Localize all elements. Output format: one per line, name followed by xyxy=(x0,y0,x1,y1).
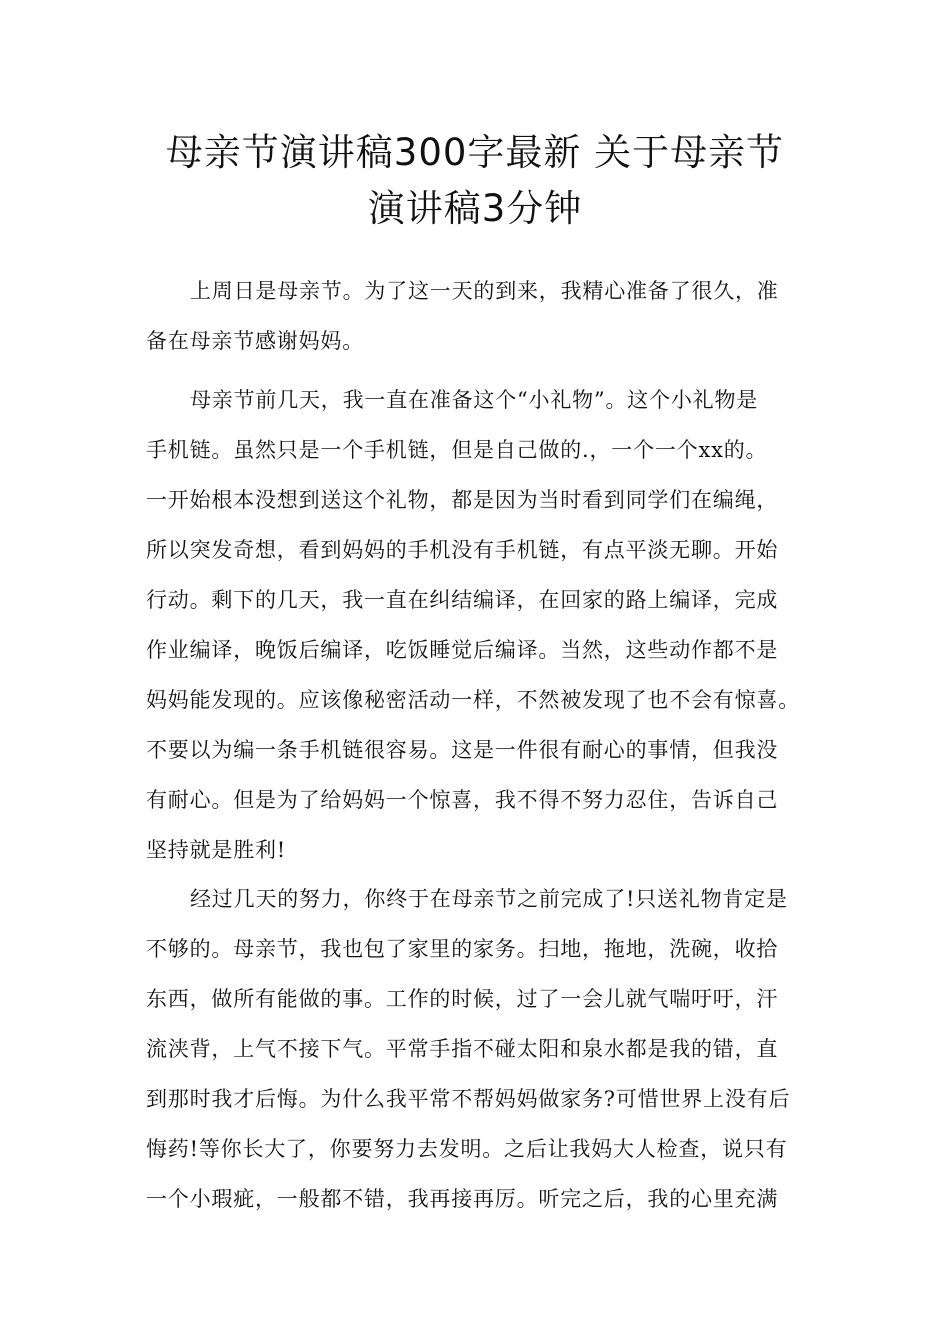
paragraph-1-line-1: 上周日是母亲节。为了这一天的到来，我精心准备了很久，准 xyxy=(190,279,779,303)
paragraph-3-line-6: 悔药!等你长大了，你要努力去发明。之后让我妈大人检查，说只有 xyxy=(146,1137,788,1161)
paragraph-3-line-3: 东西，做所有能做的事。工作的时候，过了一会儿就气喘吁吁，汗 xyxy=(146,987,779,1011)
paragraph-2-line-1: 母亲节前几天，我一直在准备这个“小礼物”。这个小礼物是 xyxy=(190,388,759,412)
document-title-line-1: 母亲节演讲稿300字最新 关于母亲节 xyxy=(165,131,785,174)
paragraph-2-line-3: 一开始根本没想到送这个礼物，都是因为当时看到同学们在编绳， xyxy=(146,488,779,512)
paragraph-3-line-5: 到那时我才后悔。为什么我平常不帮妈妈做家务?可惜世界上没有后 xyxy=(146,1087,791,1111)
paragraph-2-line-2: 手机链。虽然只是一个手机链，但是自己做的.，一个一个xx的。 xyxy=(146,438,768,462)
paragraph-2-line-4: 所以突发奇想，看到妈妈的手机没有手机链，有点平淡无聊。开始 xyxy=(146,538,779,562)
paragraph-2-line-10: 坚持就是胜利! xyxy=(146,838,287,862)
paragraph-1-line-2: 备在母亲节感谢妈妈。 xyxy=(146,329,364,353)
paragraph-3-line-7: 一个小瑕疵，一般都不错，我再接再厉。听完之后，我的心里充满 xyxy=(146,1187,779,1211)
paragraph-2-line-9: 有耐心。但是为了给妈妈一个惊喜，我不得不努力忍住，告诉自己 xyxy=(146,788,779,812)
paragraph-3-line-2: 不够的。母亲节，我也包了家里的家务。扫地，拖地，洗碗，收拾 xyxy=(146,937,779,961)
paragraph-2-line-8: 不要以为编一条手机链很容易。这是一件很有耐心的事情，但我没 xyxy=(146,738,779,762)
paragraph-2-line-5: 行动。剩下的几天，我一直在纠结编译，在回家的路上编译，完成 xyxy=(146,588,779,612)
document-title-line-2: 演讲稿3分钟 xyxy=(367,187,583,230)
paragraph-2-line-7: 妈妈能发现的。应该像秘密活动一样，不然被发现了也不会有惊喜。 xyxy=(146,688,800,712)
paragraph-3-line-4: 流浃背，上气不接下气。平常手指不碰太阳和泉水都是我的错，直 xyxy=(146,1037,779,1061)
paragraph-3-line-1: 经过几天的努力，你终于在母亲节之前完成了!只送礼物肯定是 xyxy=(190,887,788,911)
paragraph-2-line-6: 作业编译，晚饭后编译，吃饭睡觉后编译。当然，这些动作都不是 xyxy=(146,638,779,662)
